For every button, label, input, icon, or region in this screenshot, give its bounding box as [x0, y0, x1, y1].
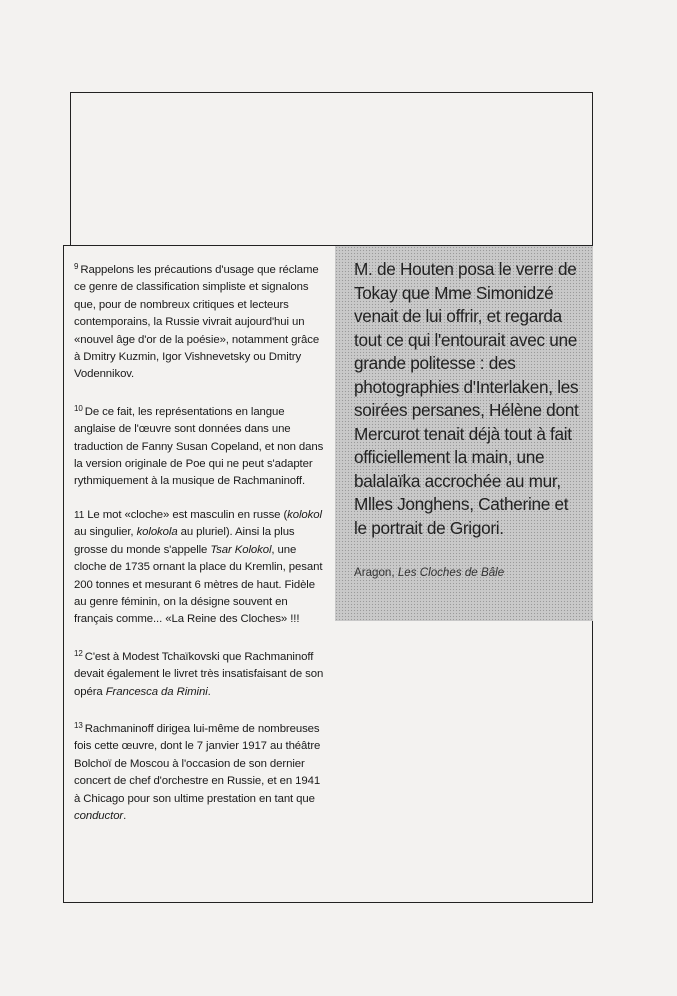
footnote-text: Rappelons les précautions d'usage que réclame ce genre de classification simpliste et signalons que, pour de nombreux critiques et lecteurs contemporains, la Russie vivrait aujourd'hui un «nouvel âge d'or de la poésie», notamment grâce à Dmitry Kuzmin, Igor Vishnevetsky ou Dmitry Vodennikov. — [74, 264, 320, 381]
footnote-text: . — [123, 809, 127, 822]
quote-panel — [335, 246, 593, 621]
footnote-italic: conductor — [74, 809, 124, 822]
footnote-9 — [74, 258, 324, 384]
quote-citation — [354, 566, 583, 579]
footnote-number: 12 — [74, 648, 83, 658]
footnote-13 — [74, 717, 324, 825]
footnote-text: au pluriel). Ainsi la plus grosse du monde s'appelle — [74, 526, 295, 556]
footnote-text: Rachmaninoff dirigea lui-même de nombreuses fois cette œuvre, dont le 7 janvier 1917 au théâtre Bolchoï de Moscou à l'occasion de son dernier concert de chef d'orchestre en Russie, et en 1941 à Chicago pour son ultime prestation en tant que — [74, 722, 321, 805]
citation-work: Les Cloches de Bâle — [397, 566, 505, 579]
footnote-number: 9 — [74, 262, 79, 271]
footnote-text: De ce fait, les représentations en langue anglaise de l'œuvre sont données dans une traduction de Fanny Susan Copeland, et non dans la version originale de Poe qui ne peut s'adapter rythmiquement à la musique de Rachmaninoff. — [74, 405, 324, 488]
footnotes-column — [74, 258, 324, 841]
footnote-number: 11 — [74, 509, 85, 521]
footnote-text: au singulier, — [74, 526, 137, 539]
top-frame — [70, 92, 593, 245]
footnote-italic: kolokol — [287, 508, 322, 521]
footnote-text: C'est à Modest Tchaïkovski que Rachmaninoff devait également le livret très insatisfaisant de son opéra — [74, 650, 324, 698]
footnote-text: , une cloche de 1735 ornant la place du Kremlin, pesant 200 tonnes et mesurant 6 mètres de haut. Fidèle au genre féminin, on la désigne souvent en français comme... «La Reine des Cloches» !!! — [74, 543, 323, 626]
footnote-text: . — [207, 685, 211, 698]
quote-text: M. de Houten posa le verre de Tokay que Mme Simonidzé venait de lui offrir, et regarda tout ce qui l'entourait avec une grande politesse : des photographies d'Interlaken, les soirées persanes, Hélène dont Mercurot tenait déjà tout à fait officiellement la main, une balalaïka accrochée au mur, Mlles Jonghens, Catherine et le portrait de Grigori. — [354, 259, 579, 538]
footnote-italic: Tsar Kolokol — [210, 543, 272, 556]
footnote-italic: Francesca da Rimini — [105, 685, 208, 698]
footnote-11 — [74, 507, 324, 629]
footnote-number: 13 — [74, 720, 83, 730]
citation-author: Aragon, — [354, 566, 398, 579]
footnote-10 — [74, 400, 324, 491]
footnote-number: 10 — [74, 403, 83, 413]
footnote-12 — [74, 645, 324, 701]
footnote-text: Le mot «cloche» est masculin en russe ( — [87, 508, 288, 521]
footnote-italic: kolokola — [136, 526, 178, 539]
